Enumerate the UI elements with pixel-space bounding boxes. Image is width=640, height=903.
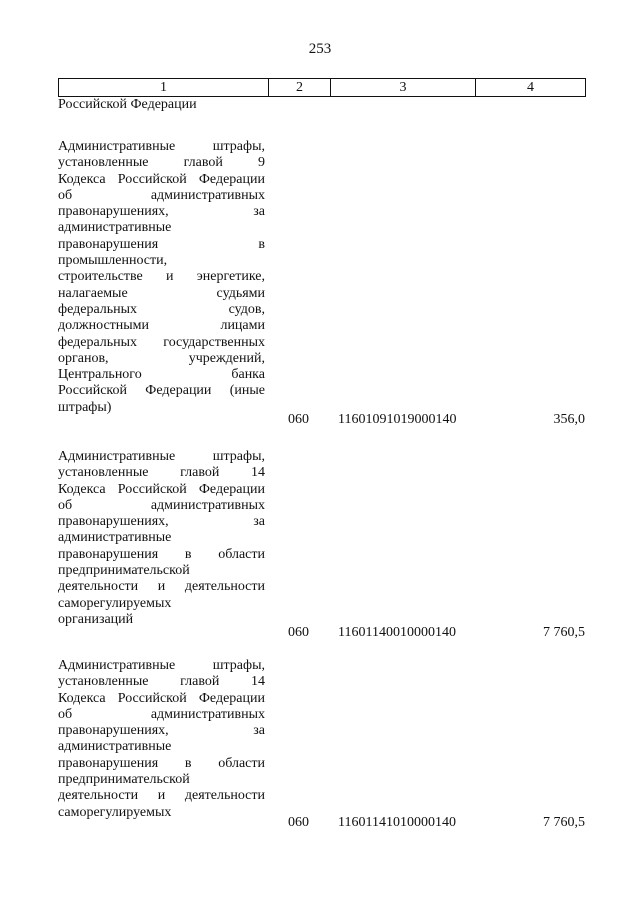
table-row (58, 139, 585, 427)
desc-line: установленные главой 9 (58, 155, 265, 171)
desc-line: об административных (58, 187, 265, 203)
desc-line: установленные главой 14 (58, 465, 265, 481)
row-kbk: 11601141010000140 (338, 815, 456, 830)
desc-line: должностными лицами (58, 318, 265, 334)
desc-line: органов, учреждений, (58, 350, 265, 366)
row-code: 060 (288, 412, 309, 427)
row-description (58, 139, 265, 416)
desc-line: федеральных судов, (58, 301, 265, 317)
desc-line: об административных (58, 497, 265, 513)
table-row (58, 449, 585, 640)
desc-line: Кодекса Российской Федерации (58, 171, 265, 187)
desc-line: установленные главой 14 (58, 674, 265, 690)
desc-line: Российской Федерации (иные (58, 383, 265, 399)
row-description (58, 449, 265, 628)
desc-line: федеральных государственных (58, 334, 265, 350)
row-description (58, 658, 265, 821)
column-header-2: 2 (269, 79, 331, 97)
row-amount: 7 760,5 (543, 625, 585, 640)
desc-line: правонарушения в области (58, 546, 265, 562)
desc-line: промышленности, (58, 253, 168, 269)
desc-line: об административных (58, 706, 265, 722)
desc-line: Административные штрафы, (58, 139, 265, 154)
desc-line: Административные штрафы, (58, 658, 265, 673)
row-kbk: 11601091019000140 (338, 412, 457, 427)
desc-line: правонарушениях, за (58, 723, 265, 739)
desc-line: деятельности и деятельности (58, 579, 265, 595)
row-code: 060 (288, 625, 309, 640)
desc-line: саморегулируемых (58, 595, 172, 611)
table-row (58, 658, 585, 830)
page-number: 253 (308, 41, 332, 57)
desc-line: Кодекса Российской Федерации (58, 690, 265, 706)
desc-line: предпринимательской (58, 563, 190, 579)
desc-line: Центрального банка (58, 367, 265, 383)
desc-line: организаций (58, 611, 134, 627)
column-header-4: 4 (476, 79, 586, 97)
column-header-1: 1 (59, 79, 269, 97)
desc-line: деятельности и деятельности (58, 788, 265, 804)
desc-line: Административные штрафы, (58, 449, 265, 464)
continuation-text: Российской Федерации (58, 97, 197, 112)
desc-line: налагаемые судьями (58, 285, 265, 301)
desc-line: правонарушения в области (58, 755, 265, 771)
desc-line: правонарушения в (58, 236, 265, 252)
column-header-row (59, 79, 586, 97)
desc-line: административные (58, 220, 172, 236)
row-code: 060 (288, 815, 309, 830)
desc-line: саморегулируемых (58, 804, 172, 820)
desc-line: правонарушениях, за (58, 514, 265, 530)
desc-line: административные (58, 530, 172, 546)
column-header-3: 3 (331, 79, 476, 97)
row-amount: 7 760,5 (543, 815, 585, 830)
desc-line: предпринимательской (58, 772, 190, 788)
row-kbk: 11601140010000140 (338, 625, 456, 640)
desc-line: административные (58, 739, 172, 755)
desc-line: Кодекса Российской Федерации (58, 481, 265, 497)
desc-line: штрафы) (58, 399, 112, 415)
row-amount: 356,0 (553, 412, 585, 427)
desc-line: строительстве и энергетике, (58, 269, 265, 285)
column-header-table (58, 78, 586, 97)
desc-line: правонарушениях, за (58, 204, 265, 220)
